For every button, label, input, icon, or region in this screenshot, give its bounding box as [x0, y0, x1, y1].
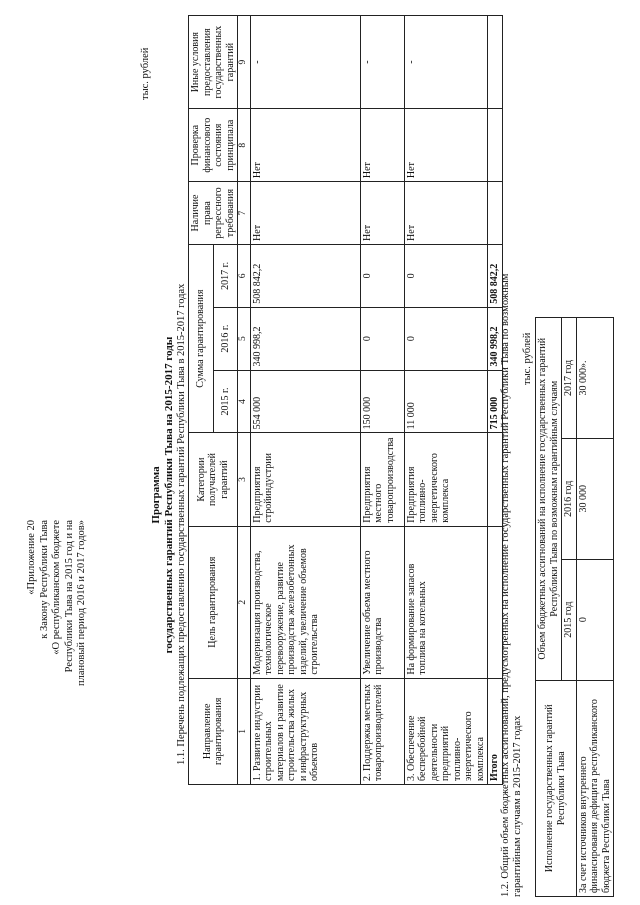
cell-other: -: [404, 16, 488, 109]
cell-regress: Нет: [360, 182, 404, 245]
unit-label: тыс. рублей: [140, 47, 151, 100]
table-row: [250, 16, 360, 785]
header-execution: Исполнение государственных гарантий Республики Тыва: [536, 680, 577, 896]
col-index: 2: [238, 526, 251, 678]
col-index: 9: [238, 16, 251, 109]
table-row: [576, 318, 614, 897]
col-index: 6: [238, 244, 251, 307]
cell-purpose: Модернизация производства, технологическое перевооружение, развитие производства железобетонных изделий, увеличение объемов строительства: [250, 526, 360, 678]
col-index: 4: [238, 370, 251, 433]
cell-purpose: На формирование запасов топлива на котельных: [404, 526, 488, 678]
appendix-line: плановый период 2016 и 2017 годов»: [76, 520, 87, 686]
total-2015: 715 000: [488, 370, 503, 433]
cell-direction: 3. Обеспечение бесперебойной деятельности предприятий топливно-энергетического комплекса: [404, 678, 488, 784]
program-title-line1: Программа: [150, 466, 162, 524]
column-index-row: [238, 16, 251, 785]
unit-label-2: тыс. рублей: [522, 332, 533, 385]
section-1-2-heading: 1.2. Общий объем бюджетных ассигнований, предусмотренных на исполнение государственных гарантий Республики Тыва по возможным гарантийным случаям в 2015-2017 годах: [500, 273, 523, 897]
header-2015: 2015 год: [562, 559, 577, 680]
header-allocations: Объем бюджетных ассигнований на исполнение государственных гарантий Республики Тыва по возможным гарантийным случаям: [536, 318, 562, 681]
cell-2016: 30 000: [576, 438, 614, 559]
header-2016: 2016 г.: [213, 307, 238, 370]
header-2017: 2017 г.: [213, 244, 238, 307]
total-2016: 340 998,2: [488, 307, 503, 370]
cell-2017: 508 842,2: [250, 244, 360, 307]
program-title: [150, 315, 176, 675]
cell-2015: 554 000: [250, 370, 360, 433]
program-title-line2: государственных гарантий Республики Тыва на 2015-2017 годы: [163, 336, 175, 654]
cell-category: Предприятия местного товаропроизводства: [360, 433, 404, 526]
cell-2017: 0: [404, 244, 488, 307]
header-sum: Сумма гарантирования: [189, 244, 214, 432]
appendix-line: Республики Тыва на 2015 год и на: [63, 520, 75, 673]
guarantees-table: [188, 15, 503, 785]
cell-check: Нет: [250, 109, 360, 182]
header-regress: Наличие права регрессного требования: [189, 182, 238, 245]
cell-check: Нет: [404, 109, 488, 182]
col-index: 5: [238, 307, 251, 370]
cell-purpose: Увеличение объема местного производства: [360, 526, 404, 678]
cell-2015: 150 000: [360, 370, 404, 433]
header-check: Проверка финансового состояния принципала: [189, 109, 238, 182]
total-label: Итого: [488, 678, 503, 784]
appendix-line: к Закону Республики Тыва: [38, 520, 50, 639]
cell-2016: 340 998,2: [250, 307, 360, 370]
cell-category: Предприятия стройиндустрии: [250, 433, 360, 526]
cell-2016: 0: [404, 307, 488, 370]
col-index: 1: [238, 678, 251, 784]
header-direction: Направление гарантирования: [189, 678, 238, 784]
total-2017: 508 842,2: [488, 244, 503, 307]
cell-category: Предприятия топливно-энергетического комплекса: [404, 433, 488, 526]
cell-2017: 0: [360, 244, 404, 307]
section-1-1-heading: 1.1. Перечень подлежащих предоставлению государственных гарантий Республики Тыва в 2015-2017 годах: [176, 283, 187, 765]
header-2017: 2017 год: [562, 318, 577, 439]
cell-empty: [488, 182, 503, 245]
appendix-line: «О республиканском бюджете: [51, 520, 62, 655]
cell-direction: 1. Развитие индустрии строительных материалов и развитие строительства жилых и инфраструктурных объектов: [250, 678, 360, 784]
header-2015: 2015 г.: [213, 370, 238, 433]
allocations-table: [535, 317, 614, 897]
cell-other: -: [250, 16, 360, 109]
cell-empty: [488, 16, 503, 109]
col-index: 7: [238, 182, 251, 245]
table-row: [404, 16, 488, 785]
header-category: Категории получателей гарантий: [189, 433, 238, 526]
cell-regress: Нет: [250, 182, 360, 245]
col-index: 3: [238, 433, 251, 526]
header-2016: 2016 год: [562, 438, 577, 559]
cell-2015: 11 000: [404, 370, 488, 433]
cell-check: Нет: [360, 109, 404, 182]
table-row: [360, 16, 404, 785]
cell-source: За счет источников внутреннего финансирования дефицита республиканского бюджета Республики Тыва: [576, 680, 614, 896]
col-index: 8: [238, 109, 251, 182]
cell-empty: [488, 109, 503, 182]
cell-direction: 2. Поддержка местных товаропроизводителей: [360, 678, 404, 784]
cell-other: -: [360, 16, 404, 109]
appendix-line: «Приложение 20: [26, 520, 37, 595]
cell-2017: 30 000».: [576, 318, 614, 439]
header-purpose: Цель гарантирования: [189, 526, 238, 678]
cell-2015: 0: [576, 559, 614, 680]
cell-regress: Нет: [404, 182, 488, 245]
cell-2016: 0: [360, 307, 404, 370]
appendix-header: [26, 520, 89, 780]
header-other: Иные условия предоставления государственных гарантий: [189, 16, 238, 109]
